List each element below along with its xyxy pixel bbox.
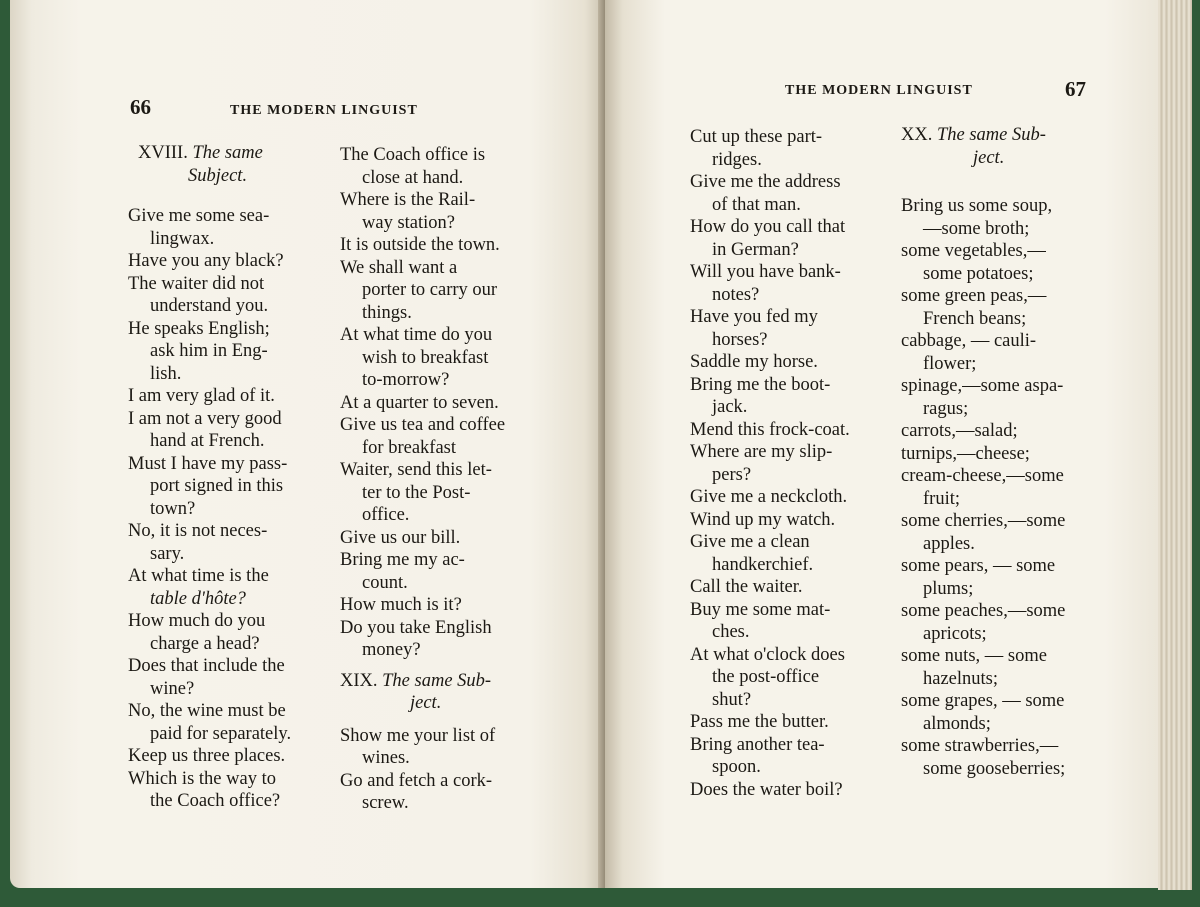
phrase-line: Does that include the (128, 656, 285, 676)
phrase-line: table d'hôte? (150, 588, 246, 609)
phrase-line: some nuts, — some (901, 646, 1047, 666)
phrase-entry (340, 770, 540, 815)
phrase-entry (690, 711, 890, 734)
phrase-line: charge a head? (150, 633, 260, 654)
phrase-line: ask him in Eng- (150, 341, 268, 361)
phrase-line: ter to the Post- (362, 482, 471, 503)
phrase-line: pers? (712, 464, 752, 485)
phrase-line: Give me some sea- (128, 206, 270, 226)
phrase-line: money? (362, 640, 421, 660)
phrase-entry (340, 725, 540, 770)
phrase-line: cream-cheese,—some (901, 466, 1064, 486)
phrase-entry (901, 330, 1101, 375)
phrase-line: Bring another tea- (690, 734, 825, 755)
phrase-line: Have you any black? (128, 251, 284, 271)
phrase-line: I am not a very good (128, 408, 282, 429)
phrase-entry (901, 443, 1101, 466)
phrase-entry (690, 779, 890, 802)
phrase-line: No, it is not neces- (128, 521, 268, 541)
phrase-line: almonds; (923, 713, 991, 734)
phrase-entry (340, 257, 540, 325)
phrase-line: Buy me some mat- (690, 599, 831, 620)
phrase-entry (340, 234, 540, 257)
phrase-entry (901, 555, 1101, 600)
phrase-line: to-morrow? (362, 370, 450, 390)
phrase-line: wines. (362, 748, 410, 768)
phrase-line: Wind up my watch. (690, 509, 836, 530)
phrase-line: turnips,—cheese; (901, 443, 1030, 464)
phrase-entry (690, 374, 890, 419)
phrase-line: Mend this frock-coat. (690, 419, 850, 440)
phrase-line: fruit; (923, 488, 960, 509)
phrase-line: Bring me my ac- (340, 550, 465, 570)
phrase-line: How much is it? (340, 595, 462, 615)
phrase-entry (901, 195, 1101, 240)
phrase-line: Call the waiter. (690, 577, 803, 597)
phrase-line: Bring us some soup, (901, 196, 1053, 216)
phrase-line: wine? (150, 678, 195, 699)
phrase-line: Give us our bill. (340, 527, 461, 548)
section-heading-xx: XX. The same Sub- ject. (901, 125, 1046, 168)
phrase-line: some potatoes; (923, 263, 1034, 284)
phrase-line: plums; (923, 578, 974, 599)
phrase-entry (690, 171, 890, 216)
phrase-line: porter to carry our (362, 280, 498, 300)
phrase-line: office. (362, 505, 410, 525)
phrase-line: Pass me the butter. (690, 712, 829, 732)
phrase-line: At what o'clock does (690, 644, 845, 665)
phrase-line: jack. (712, 397, 748, 417)
phrase-entry (901, 645, 1101, 690)
phrase-line: count. (362, 572, 408, 593)
phrase-line: hazelnuts; (923, 668, 999, 689)
phrase-entry (128, 205, 328, 250)
phrase-entry (340, 324, 540, 392)
phrase-entry (128, 700, 328, 745)
phrase-line: wish to breakfast (362, 347, 489, 368)
phrase-line: the Coach office? (150, 791, 281, 811)
phrase-line: Keep us three places. (128, 746, 286, 766)
phrase-line: close at hand. (362, 167, 464, 188)
phrase-line: Give us tea and coffee (340, 415, 506, 435)
phrase-line: in German? (712, 239, 799, 260)
right-page-column-2 (901, 124, 1101, 780)
left-page (10, 0, 605, 888)
phrase-line: flower; (923, 353, 977, 374)
entry-list (128, 205, 328, 813)
phrase-line: We shall want a (340, 257, 458, 278)
running-head-right: THE MODERN LINGUIST (785, 83, 973, 98)
phrase-entry (128, 655, 328, 700)
phrase-line: understand you. (150, 296, 269, 316)
section-heading-xviii: XVIII. The same Subject. (138, 143, 263, 186)
phrase-line: paid for separately. (150, 723, 292, 744)
phrase-entry (128, 385, 328, 408)
phrase-line: No, the wine must be (128, 701, 286, 721)
phrase-entry (901, 375, 1101, 420)
phrase-entry (340, 527, 540, 550)
phrase-line: He speaks English; (128, 318, 270, 339)
page-number-right: 67 (1065, 77, 1086, 101)
phrase-line: ches. (712, 622, 750, 642)
phrase-line: How do you call that (690, 217, 846, 237)
phrase-line: way station? (362, 212, 455, 233)
phrase-line: It is outside the town. (340, 235, 500, 255)
phrase-line: apples. (923, 533, 975, 554)
phrase-line: carrots,—salad; (901, 421, 1018, 441)
phrase-line: hand at French. (150, 431, 265, 451)
phrase-entry (128, 520, 328, 565)
phrase-line: ridges. (712, 149, 762, 170)
phrase-entry (690, 126, 890, 171)
phrase-line: Show me your list of (340, 725, 496, 746)
phrase-line: of that man. (712, 194, 801, 215)
phrase-entry (340, 459, 540, 527)
phrase-line: Where are my slip- (690, 442, 833, 462)
phrase-line: notes? (712, 284, 760, 305)
phrase-line: handkerchief. (712, 554, 814, 575)
phrase-entry (128, 453, 328, 521)
phrase-entry (690, 734, 890, 779)
phrase-line: some pears, — some (901, 556, 1056, 576)
phrase-line: How much do you (128, 611, 266, 631)
phrase-entry (128, 768, 328, 813)
phrase-line: Give me a clean (690, 532, 810, 552)
phrase-line: At a quarter to seven. (340, 392, 499, 413)
phrase-entry (690, 419, 890, 442)
entry-list (690, 126, 890, 801)
phrase-line: At what time is the (128, 566, 269, 586)
phrase-line: French beans; (923, 308, 1027, 329)
phrase-line: Which is the way to (128, 768, 276, 789)
phrase-line: Bring me the boot- (690, 374, 831, 395)
phrase-line: Give me the address (690, 172, 841, 192)
phrase-entry (690, 306, 890, 351)
right-page (605, 0, 1160, 888)
phrase-line: the post-office (712, 667, 820, 687)
phrase-line: some peaches,—some (901, 601, 1066, 621)
phrase-entry (340, 549, 540, 594)
phrase-line: The Coach office is (340, 145, 486, 165)
page-number-left: 66 (130, 95, 151, 119)
left-page-column-2 (340, 144, 540, 815)
entry-list (340, 144, 540, 662)
phrase-entry (128, 250, 328, 273)
phrase-line: lish. (150, 363, 182, 384)
phrase-line: Saddle my horse. (690, 352, 818, 372)
right-page-column-1 (690, 126, 890, 801)
phrase-entry (128, 745, 328, 768)
phrase-line: Must I have my pass- (128, 453, 288, 474)
phrase-entry (690, 531, 890, 576)
phrase-entry (340, 144, 540, 189)
phrase-line: shut? (712, 689, 752, 710)
phrase-line: —some broth; (923, 218, 1030, 239)
phrase-entry (690, 261, 890, 306)
phrase-line: some grapes, — some (901, 691, 1065, 711)
phrase-line: screw. (362, 793, 409, 813)
phrase-line: for breakfast (362, 437, 456, 458)
phrase-line: Go and fetch a cork- (340, 770, 493, 791)
phrase-line: spoon. (712, 757, 761, 777)
phrase-line: Where is the Rail- (340, 190, 476, 210)
phrase-entry (901, 465, 1101, 510)
phrase-entry (690, 216, 890, 261)
phrase-entry (128, 318, 328, 386)
phrase-entry (128, 610, 328, 655)
phrase-line: things. (362, 302, 412, 323)
phrase-line: Cut up these part- (690, 127, 823, 147)
phrase-entry (901, 420, 1101, 443)
phrase-entry (340, 617, 540, 662)
phrase-line: Give me a neckcloth. (690, 487, 848, 507)
phrase-line: At what time do you (340, 325, 493, 345)
phrase-line: some strawberries,— (901, 736, 1059, 756)
phrase-entry (128, 273, 328, 318)
phrase-line: lingwax. (150, 228, 215, 249)
phrase-line: horses? (712, 329, 768, 350)
phrase-entry (340, 414, 540, 459)
phrase-line: some vegetables,— (901, 241, 1046, 261)
phrase-line: sary. (150, 543, 185, 564)
phrase-entry (690, 576, 890, 599)
phrase-entry (690, 486, 890, 509)
phrase-entry (340, 189, 540, 234)
phrase-entry (901, 510, 1101, 555)
phrase-entry (690, 351, 890, 374)
phrase-entry (340, 392, 540, 415)
section-heading-xix: XIX. The same Sub- ject. (340, 670, 492, 713)
left-page-column-1 (128, 142, 328, 813)
phrase-entry (690, 599, 890, 644)
phrase-line: Do you take English (340, 617, 492, 638)
phrase-line: some cherries,—some (901, 511, 1066, 531)
phrase-entry (128, 565, 328, 610)
page-edges (1158, 0, 1192, 890)
phrase-line: I am very glad of it. (128, 386, 275, 406)
phrase-line: some green peas,— (901, 286, 1047, 306)
phrase-entry (690, 509, 890, 532)
phrase-line: apricots; (923, 623, 987, 644)
phrase-entry (690, 441, 890, 486)
running-head-left: THE MODERN LINGUIST (230, 103, 418, 118)
phrase-line: Have you fed my (690, 307, 818, 327)
phrase-line: Waiter, send this let- (340, 460, 492, 480)
phrase-line: some gooseberries; (923, 758, 1066, 779)
phrase-line: Does the water boil? (690, 779, 843, 800)
phrase-entry (340, 594, 540, 617)
phrase-entry (901, 600, 1101, 645)
phrase-entry (690, 644, 890, 712)
phrase-entry (901, 285, 1101, 330)
phrase-entry (901, 690, 1101, 735)
phrase-line: Will you have bank- (690, 262, 841, 282)
entry-list (901, 195, 1101, 780)
phrase-line: cabbage, — cauli- (901, 331, 1037, 351)
phrase-line: town? (150, 498, 196, 519)
phrase-line: spinage,—some aspa- (901, 376, 1064, 396)
phrase-line: port signed in this (150, 476, 284, 496)
phrase-entry (128, 408, 328, 453)
entry-list (340, 725, 540, 815)
phrase-line: ragus; (923, 398, 969, 419)
phrase-entry (901, 240, 1101, 285)
phrase-line: The waiter did not (128, 273, 265, 294)
phrase-entry (901, 735, 1101, 780)
